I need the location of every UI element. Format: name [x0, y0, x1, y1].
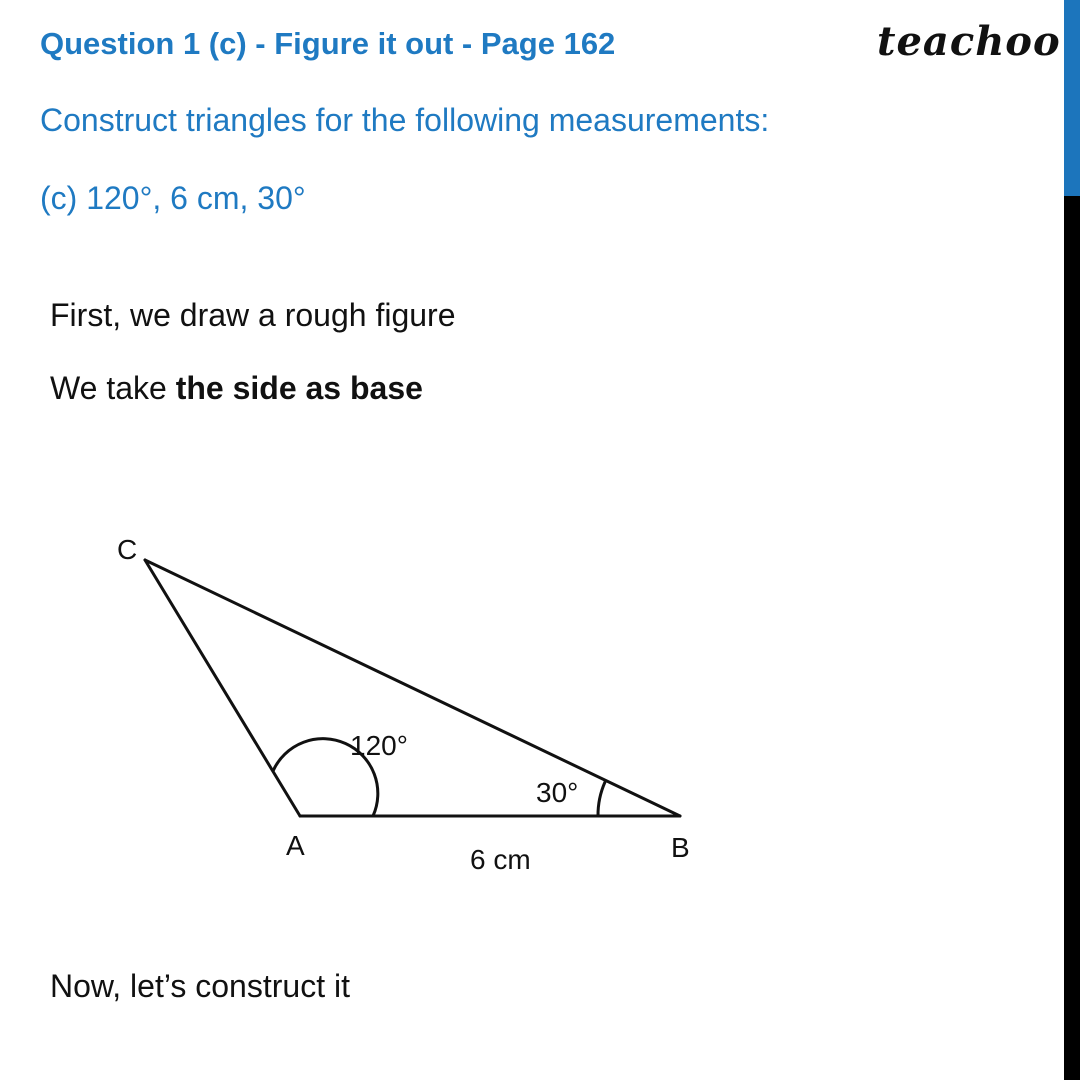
vertex-label-b: B: [671, 832, 690, 863]
angle-label-a: 120°: [350, 730, 408, 761]
body-line-rough-figure: First, we draw a rough figure: [50, 297, 456, 333]
base-length-label: 6 cm: [470, 844, 531, 875]
side-bc: [145, 560, 680, 816]
scrollbar-thumb[interactable]: [1064, 0, 1080, 196]
question-part: (c) 120°, 6 cm, 30°: [40, 180, 306, 216]
body-line-base-prefix: We take: [50, 370, 176, 406]
angle-label-b: 30°: [536, 777, 579, 808]
body-line-construct: Now, let’s construct it: [50, 968, 350, 1004]
vertex-label-c: C: [117, 534, 138, 565]
teachoo-logo: teachoo: [877, 18, 1061, 65]
body-line-base-bold: the side as base: [175, 370, 423, 406]
page-title: Question 1 (c) - Figure it out - Page 162: [40, 26, 616, 61]
scrollbar[interactable]: [1064, 0, 1080, 1080]
angle-arc-b: [598, 782, 605, 816]
question-prompt: Construct triangles for the following measurements:: [40, 102, 770, 138]
vertex-label-a: A: [286, 830, 305, 861]
